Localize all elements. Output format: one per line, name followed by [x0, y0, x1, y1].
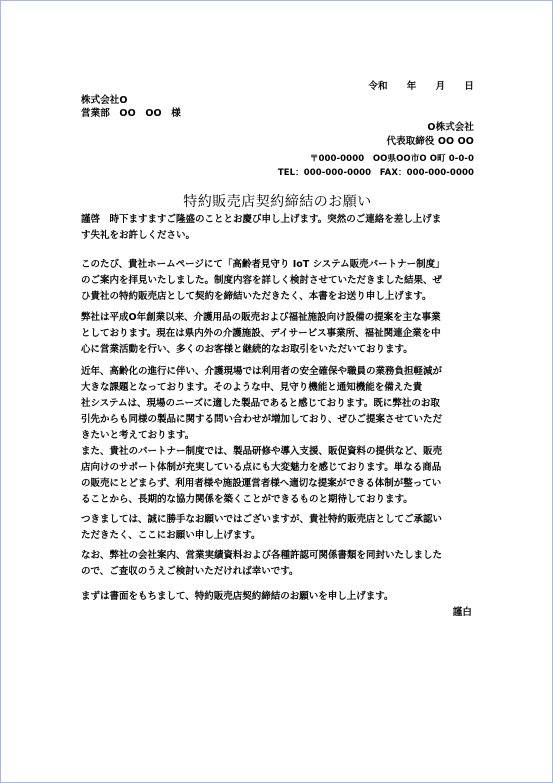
- text-line: ただきたく、ここにお願い申し上げます。: [81, 530, 261, 541]
- text-line: また、貴社のパートナー制度では、製品研修や導入支援、販促資料の提供など、販売: [81, 446, 443, 457]
- text-line: 大きな課題となっております。そのような中、見守り機能と通知機能を備えた貴: [81, 382, 423, 393]
- text-line: としております。現在は県内外の介護施設、デイサービス事業所、福祉関連企業を中: [81, 328, 441, 339]
- sender-address: 〒000-0000 OO県OO市O O町 0-0-0: [309, 154, 474, 164]
- text-line: す失礼をお許しください。: [81, 230, 196, 241]
- paragraph-partner: [81, 444, 481, 508]
- text-line: 心に営業活動を行い、多くのお客様と継続的なお取引をいただいております。: [81, 344, 413, 355]
- document-title: 特約販売店契約締結のお願い: [183, 194, 372, 210]
- text-line: 謹啓 時下ますますご隆盛のこととお慶び申し上げます。突然のご連絡を差し上げま: [81, 214, 442, 225]
- text-line: まずは書面をもちまして、特約販売店契約締結のお願いを申し上げます。: [81, 591, 394, 602]
- sender-phone-fax: TEL：000-000-0000 FAX：000-000-0000: [277, 168, 474, 178]
- paragraph-enclosure: [81, 548, 481, 580]
- sender-representative: 代表取締役 OO OO: [386, 136, 474, 147]
- text-line: なお、弊社の会社案内、営業実績資料および各種許認可関係書類を同封いたしました: [81, 550, 443, 561]
- letter-date: 令和 年 月 日: [368, 81, 474, 92]
- text-line: ることから、長期的な協力関係を築くことができるものと期待しております。: [81, 494, 413, 505]
- closing-word: 謹白: [452, 607, 472, 618]
- text-line: きたいと考えております。: [81, 430, 195, 441]
- text-line: このたび、貴社ホームページにて「高齢者見守り IoT システム販売パートナー制度」: [81, 259, 445, 270]
- text-line: 近年、高齢化の進行に伴い、介護現場では利用者の安全確保や職員の業務負担軽減が: [81, 366, 443, 377]
- recipient-person: 営業部 OO OO 様: [81, 108, 181, 119]
- text-line: ので、ご査収のうえご検討いただければ幸いです。: [81, 566, 299, 577]
- paragraph-intro: [81, 257, 481, 305]
- paragraph-market: [81, 364, 481, 444]
- text-line: 引先からも同様の製品に関する問い合わせが増加しており、ぜひご提案させていただ: [81, 414, 443, 425]
- paragraph-request: [81, 512, 481, 544]
- text-line: 店向けのサポート体制が充実している点にも大変魅力を感じております。単なる商品: [81, 462, 442, 473]
- recipient-company: 株式会社O: [81, 95, 128, 106]
- text-line: の販売にとどまらず、利用者様や施設運営者様へ適切な提案ができる体制が整ってい: [81, 478, 442, 489]
- paragraph-closing: [81, 589, 481, 605]
- paragraph-company: [81, 310, 481, 358]
- text-line: 社システムは、現場のニーズに適した製品であると感じております。既に弊社のお取: [81, 398, 440, 409]
- text-line: 弊社は平成O年創業以来、介護用品の販売および福祉施設向け設備の提案を主な事業: [81, 312, 441, 323]
- paragraph-greeting: [81, 212, 481, 244]
- sender-company: O株式会社: [427, 122, 474, 133]
- text-line: つきましては、誠に勝手なお願いではございますが、貴社特約販売店としてご承認い: [81, 514, 443, 525]
- text-line: ひ貴社の特約販売店として契約を締結いただきたく、本書をお送り申し上げます。: [81, 291, 432, 302]
- text-line: のご案内を拝見いたしました。制度内容を詳しく検討させていただきました結果、ぜ: [81, 275, 443, 286]
